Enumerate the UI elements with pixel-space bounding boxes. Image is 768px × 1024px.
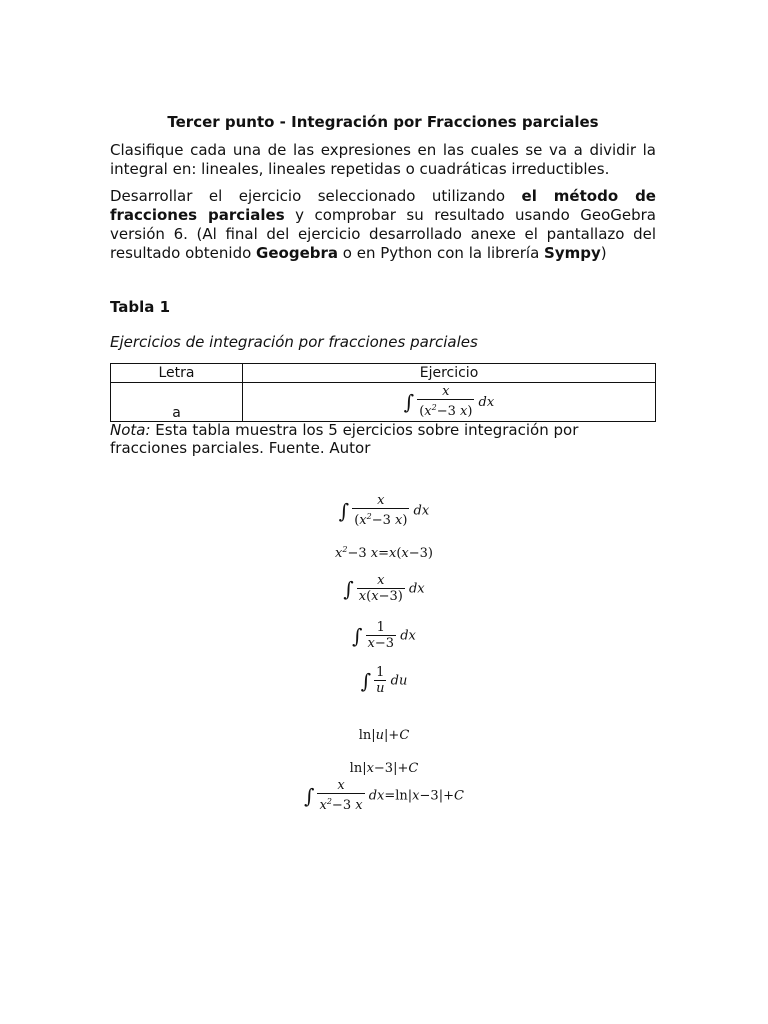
bold-run-geogebra: Geogebra (256, 244, 339, 262)
table-label: Tabla 1 (110, 298, 171, 316)
page-title: Tercer punto - Integración por Fracciones parciales (167, 113, 599, 131)
text-run: ) (600, 244, 607, 262)
equation-step-4: ∫ $\frac{1}{x-3}$ dx (352, 620, 416, 651)
note-text: Esta tabla muestra los 5 ejercicios sobre integración por fracciones parciales. Fuente. Autor (110, 421, 579, 457)
table-header-row (111, 364, 656, 383)
equation-step-6: ln|u|+C (358, 728, 410, 743)
instruction-paragraph-2 (110, 187, 656, 263)
table-caption: Ejercicios de integración por fracciones parciales (110, 333, 478, 351)
column-header-ejercicio: Ejercicio (243, 364, 656, 383)
text-run: y comprobar su resultado usando GeoGebra versión 6. (Al final del ejercicio desarrollado anexe el pantallazo del resultado obtenido (110, 206, 656, 262)
table-note (110, 421, 656, 457)
equation-step-5: ∫ $\frac{1}{u}$ du (360, 665, 408, 696)
equation-step-2: $x^2-3$ x=x(x−3) (335, 545, 433, 561)
cell-letra: a (111, 383, 243, 422)
cell-ejercicio-formula: ∫ $\frac{x}{(x^2-3 x)}$ dx (243, 383, 656, 422)
equation-step-3: ∫ $\frac{x}{x(x-3)}$ dx (343, 573, 425, 604)
column-header-letra: Letra (111, 364, 243, 383)
equation-final-result: ∫ $\frac{x}{x^2-3 x}$ dx=ln|x−3|+C (304, 778, 464, 813)
note-label: Nota: (110, 421, 151, 439)
bold-run-method: el método de fracciones parciales (110, 187, 656, 224)
instruction-paragraph-1: Clasifique cada una de las expresiones en las cuales se va a dividir la integral en: lineales, lineales repetidas o cuadráticas irreductibles. (110, 141, 656, 178)
text-run: o en Python con la librería (338, 244, 545, 262)
exercise-table (110, 363, 656, 422)
equation-step-1: ∫ $\frac{x}{(x^2-3 x)}$ dx (338, 493, 430, 528)
text-run: Desarrollar el ejercicio seleccionado utilizando (110, 187, 522, 205)
equation-step-7: ln|x−3|+C (349, 761, 419, 776)
table-row (111, 383, 656, 422)
bold-run-sympy: Sympy (544, 244, 601, 262)
